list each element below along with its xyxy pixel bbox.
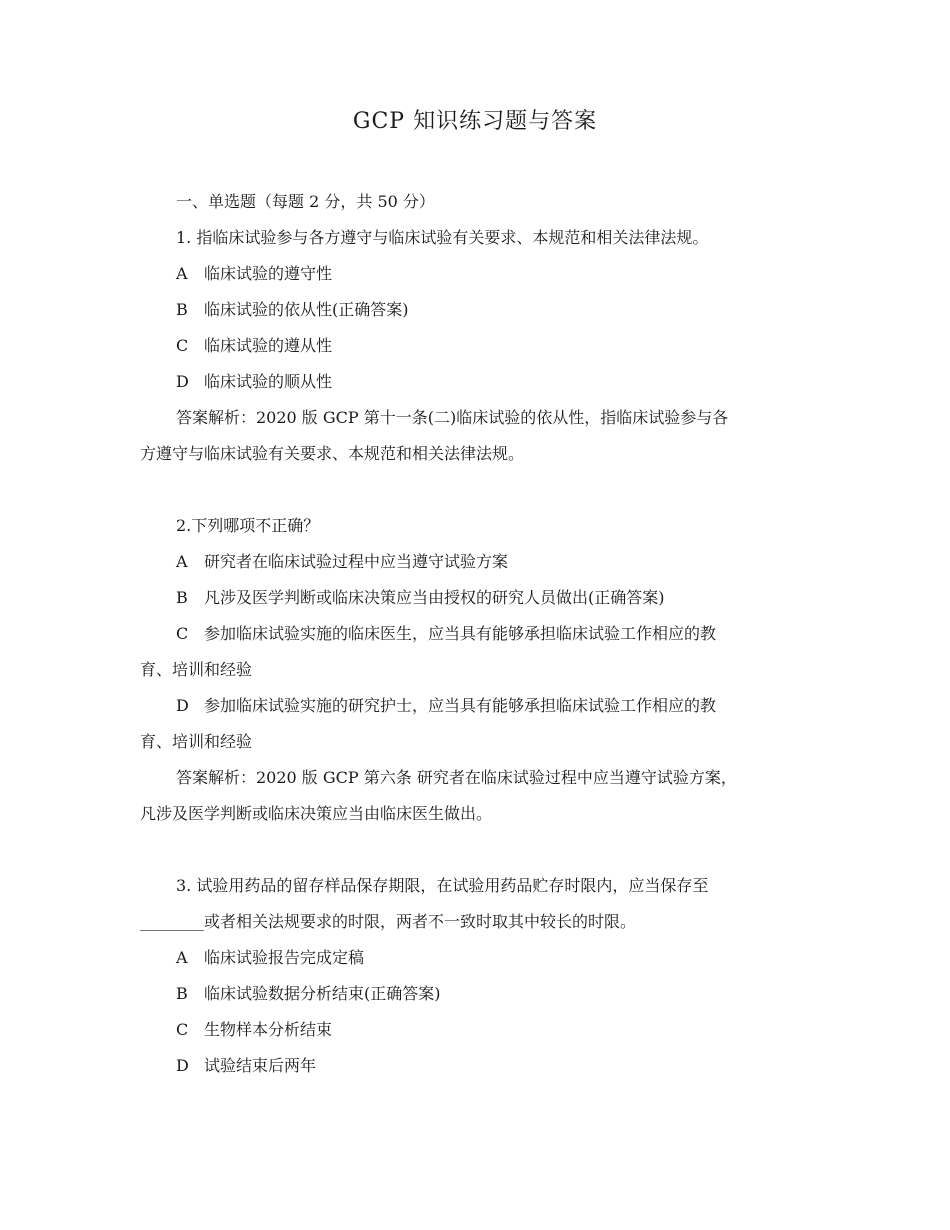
option-text: 临床试验的遵守性 [204, 264, 333, 283]
option-letter: B [176, 588, 188, 607]
option-line [140, 328, 812, 364]
document-title: GCP 知识练习题与答案 [352, 109, 598, 134]
option-letter: C [176, 336, 189, 355]
option-text: 临床试验的遵从性 [204, 336, 333, 355]
answer-analysis-continued: 凡涉及医学判断或临床决策应当由临床医生做出。 [140, 804, 493, 823]
option-line [140, 1012, 812, 1048]
option-letter: D [176, 1056, 189, 1075]
option-text: 试验结束后两年 [204, 1056, 317, 1075]
option-text: 凡涉及医学判断或临床决策应当由授权的研究人员做出(正确答案) [204, 588, 665, 607]
question-stem: 1. 指临床试验参与各方遵守与临床试验有关要求、本规范和相关法律法规。 [176, 228, 709, 247]
answer-analysis: 答案解析：2020 版 GCP 第六条 研究者在临床试验过程中应当遵守试验方案， [176, 768, 737, 787]
option-line [140, 544, 812, 580]
option-line [140, 580, 812, 616]
option-text: 参加临床试验实施的研究护士，应当具有能够承担临床试验工作相应的教 [204, 696, 717, 715]
option-line [140, 364, 812, 400]
option-line [140, 292, 812, 328]
option-text: 研究者在临床试验过程中应当遵守试验方案 [204, 552, 509, 571]
option-text: 临床试验数据分析结束(正确答案) [204, 984, 441, 1003]
option-text: 临床试验报告完成定稿 [204, 948, 365, 967]
option-letter: B [176, 984, 188, 1003]
question-stem: 2.下列哪项不正确？ [176, 516, 320, 535]
spacer [140, 832, 812, 868]
option-letter: C [176, 624, 189, 643]
option-line [140, 688, 812, 724]
document-body [140, 184, 812, 1084]
option-letter: C [176, 1020, 189, 1039]
option-text: 临床试验的依从性(正确答案) [204, 300, 409, 319]
option-line [140, 940, 812, 976]
spacer [140, 472, 812, 508]
section-heading: 一、单选题（每题 2 分，共 50 分） [176, 192, 435, 211]
option-line [140, 1048, 812, 1084]
option-letter: D [176, 372, 189, 391]
option-text: 参加临床试验实施的临床医生，应当具有能够承担临床试验工作相应的教 [204, 624, 717, 643]
option-letter: A [176, 552, 188, 571]
answer-analysis-continued: 方遵守与临床试验有关要求、本规范和相关法律法规。 [140, 444, 525, 463]
option-letter: D [176, 696, 189, 715]
option-line [140, 976, 812, 1012]
option-letter: A [176, 264, 188, 283]
option-letter: B [176, 300, 188, 319]
question-stem: 3. 试验用药品的留存样品保存期限，在试验用药品贮存时限内，应当保存至 [176, 876, 709, 895]
option-line [140, 256, 812, 292]
option-line [140, 616, 812, 652]
option-continued: 育、培训和经验 [140, 732, 253, 751]
question-stem-continued: ________或者相关法规要求的时限，两者不一致时取其中较长的时限。 [140, 912, 637, 931]
option-text: 临床试验的顺从性 [204, 372, 333, 391]
answer-analysis: 答案解析：2020 版 GCP 第十一条(二)临床试验的依从性，指临床试验参与各 [176, 408, 729, 427]
option-continued: 育、培训和经验 [140, 660, 253, 679]
option-text: 生物样本分析结束 [204, 1020, 333, 1039]
option-letter: A [176, 948, 188, 967]
